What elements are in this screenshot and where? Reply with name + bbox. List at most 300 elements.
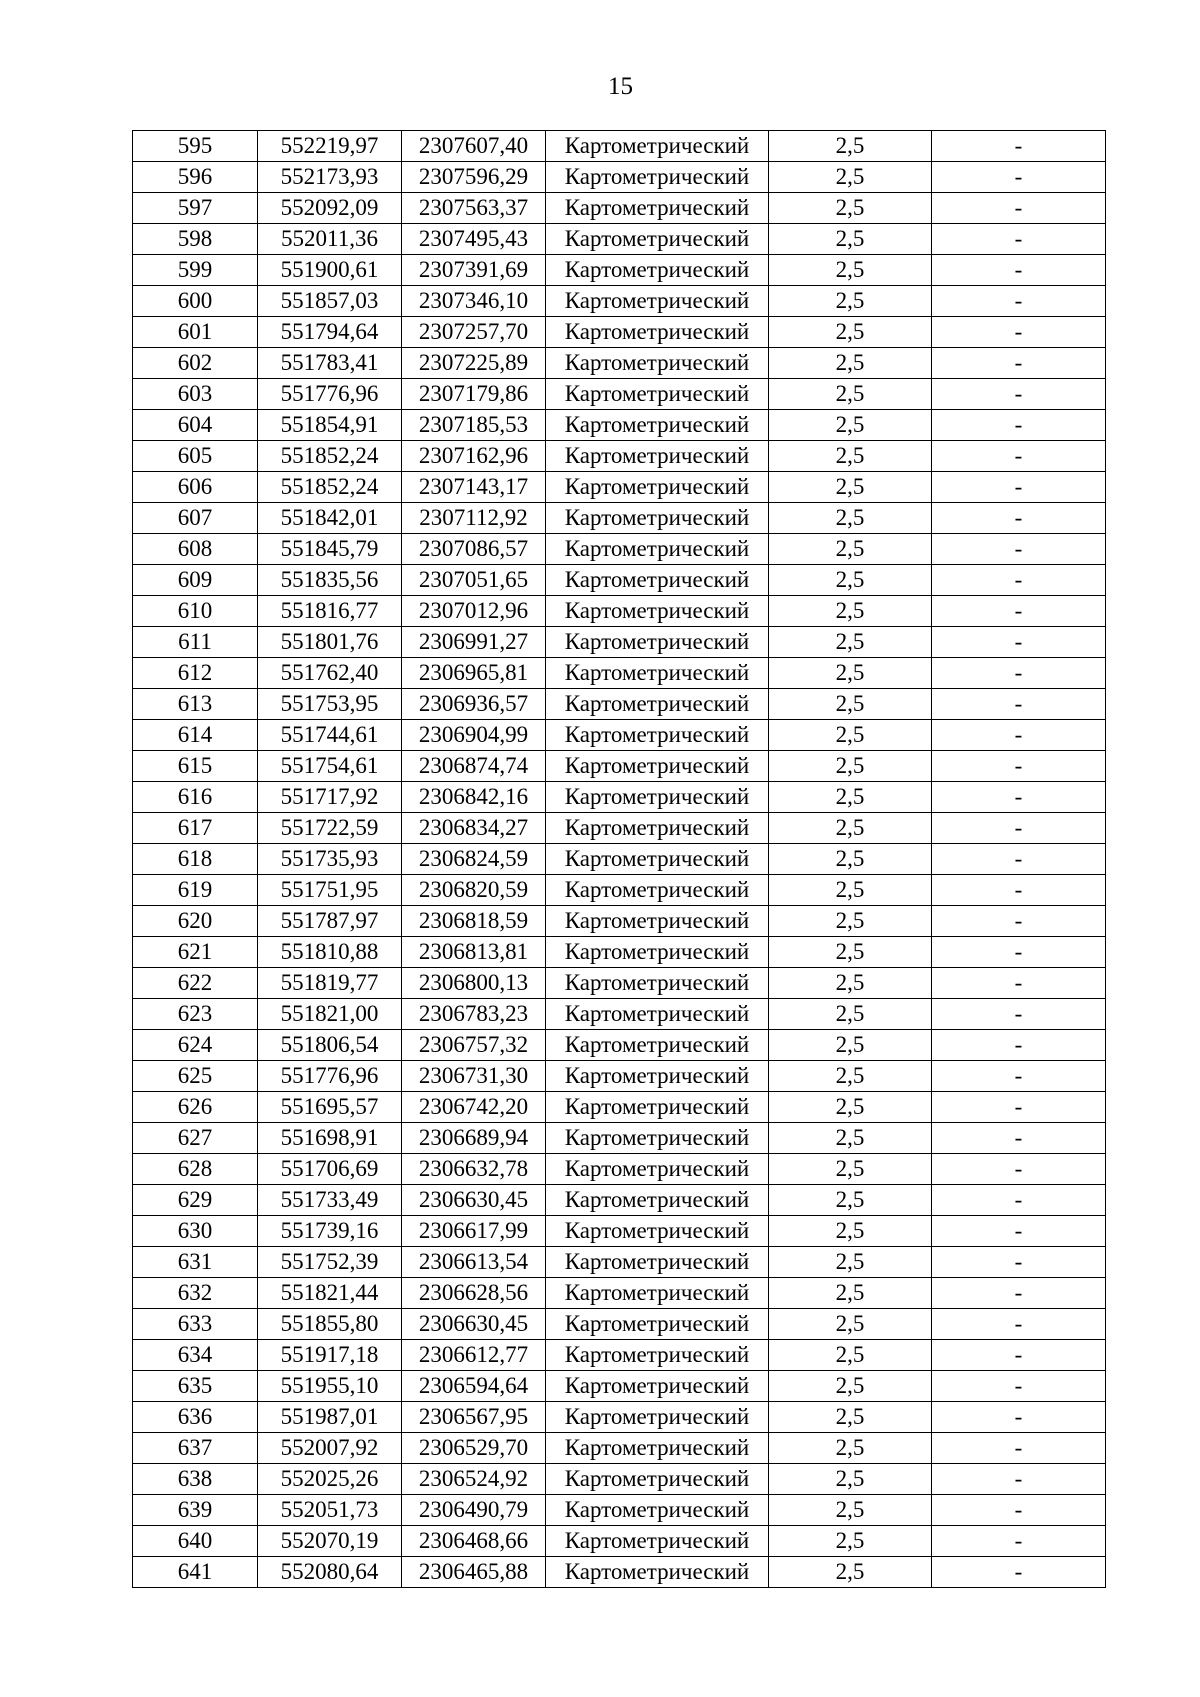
y-coordinate-cell: 2306490,79 — [402, 1495, 546, 1526]
accuracy-cell: 2,5 — [769, 224, 932, 255]
point-number-cell: 625 — [133, 1061, 258, 1092]
accuracy-cell: 2,5 — [769, 1433, 932, 1464]
point-number-cell: 634 — [133, 1340, 258, 1371]
method-cell: Картометрический — [546, 224, 769, 255]
x-coordinate-cell: 551794,64 — [258, 317, 402, 348]
method-cell: Картометрический — [546, 813, 769, 844]
point-number-cell: 609 — [133, 565, 258, 596]
point-number-cell: 624 — [133, 1030, 258, 1061]
table-row — [133, 1278, 1106, 1309]
table-row — [133, 720, 1106, 751]
y-coordinate-cell: 2306820,59 — [402, 875, 546, 906]
y-coordinate-cell: 2307225,89 — [402, 348, 546, 379]
method-cell: Картометрический — [546, 1216, 769, 1247]
table-row — [133, 348, 1106, 379]
note-cell: - — [932, 813, 1106, 844]
method-cell: Картометрический — [546, 1340, 769, 1371]
point-number-cell: 623 — [133, 999, 258, 1030]
point-number-cell: 635 — [133, 1371, 258, 1402]
method-cell: Картометрический — [546, 1185, 769, 1216]
method-cell: Картометрический — [546, 720, 769, 751]
method-cell: Картометрический — [546, 286, 769, 317]
accuracy-cell: 2,5 — [769, 813, 932, 844]
accuracy-cell: 2,5 — [769, 720, 932, 751]
table-row — [133, 999, 1106, 1030]
accuracy-cell: 2,5 — [769, 1371, 932, 1402]
point-number-cell: 632 — [133, 1278, 258, 1309]
x-coordinate-cell: 551751,95 — [258, 875, 402, 906]
accuracy-cell: 2,5 — [769, 1526, 932, 1557]
table-row — [133, 131, 1106, 162]
accuracy-cell: 2,5 — [769, 1154, 932, 1185]
y-coordinate-cell: 2306567,95 — [402, 1402, 546, 1433]
x-coordinate-cell: 551752,39 — [258, 1247, 402, 1278]
method-cell: Картометрический — [546, 1557, 769, 1588]
table-row — [133, 658, 1106, 689]
table-row — [133, 1154, 1106, 1185]
accuracy-cell: 2,5 — [769, 534, 932, 565]
point-number-cell: 605 — [133, 441, 258, 472]
accuracy-cell: 2,5 — [769, 1340, 932, 1371]
y-coordinate-cell: 2307257,70 — [402, 317, 546, 348]
note-cell: - — [932, 1557, 1106, 1588]
y-coordinate-cell: 2307143,17 — [402, 472, 546, 503]
method-cell: Картометрический — [546, 968, 769, 999]
y-coordinate-cell: 2306783,23 — [402, 999, 546, 1030]
point-number-cell: 601 — [133, 317, 258, 348]
accuracy-cell: 2,5 — [769, 441, 932, 472]
accuracy-cell: 2,5 — [769, 193, 932, 224]
x-coordinate-cell: 551955,10 — [258, 1371, 402, 1402]
accuracy-cell: 2,5 — [769, 751, 932, 782]
method-cell: Картометрический — [546, 937, 769, 968]
y-coordinate-cell: 2307179,86 — [402, 379, 546, 410]
accuracy-cell: 2,5 — [769, 1309, 932, 1340]
x-coordinate-cell: 551821,44 — [258, 1278, 402, 1309]
accuracy-cell: 2,5 — [769, 1030, 932, 1061]
method-cell: Картометрический — [546, 255, 769, 286]
point-number-cell: 600 — [133, 286, 258, 317]
x-coordinate-cell: 551762,40 — [258, 658, 402, 689]
y-coordinate-cell: 2306800,13 — [402, 968, 546, 999]
x-coordinate-cell: 551754,61 — [258, 751, 402, 782]
accuracy-cell: 2,5 — [769, 1092, 932, 1123]
x-coordinate-cell: 552092,09 — [258, 193, 402, 224]
table-row — [133, 1433, 1106, 1464]
x-coordinate-cell: 551695,57 — [258, 1092, 402, 1123]
point-number-cell: 637 — [133, 1433, 258, 1464]
coordinates-table — [132, 130, 1106, 1588]
accuracy-cell: 2,5 — [769, 689, 932, 720]
point-number-cell: 617 — [133, 813, 258, 844]
table-row — [133, 1464, 1106, 1495]
note-cell: - — [932, 1309, 1106, 1340]
y-coordinate-cell: 2307346,10 — [402, 286, 546, 317]
accuracy-cell: 2,5 — [769, 1557, 932, 1588]
x-coordinate-cell: 551776,96 — [258, 379, 402, 410]
point-number-cell: 606 — [133, 472, 258, 503]
note-cell: - — [932, 1278, 1106, 1309]
table-row — [133, 1092, 1106, 1123]
x-coordinate-cell: 551816,77 — [258, 596, 402, 627]
point-number-cell: 599 — [133, 255, 258, 286]
accuracy-cell: 2,5 — [769, 1247, 932, 1278]
method-cell: Картометрический — [546, 441, 769, 472]
accuracy-cell: 2,5 — [769, 348, 932, 379]
y-coordinate-cell: 2306613,54 — [402, 1247, 546, 1278]
table-row — [133, 317, 1106, 348]
x-coordinate-cell: 551917,18 — [258, 1340, 402, 1371]
x-coordinate-cell: 551722,59 — [258, 813, 402, 844]
point-number-cell: 621 — [133, 937, 258, 968]
point-number-cell: 616 — [133, 782, 258, 813]
note-cell: - — [932, 565, 1106, 596]
note-cell: - — [932, 1340, 1106, 1371]
y-coordinate-cell: 2307391,69 — [402, 255, 546, 286]
x-coordinate-cell: 552070,19 — [258, 1526, 402, 1557]
x-coordinate-cell: 551900,61 — [258, 255, 402, 286]
table-row — [133, 782, 1106, 813]
accuracy-cell: 2,5 — [769, 286, 932, 317]
y-coordinate-cell: 2307563,37 — [402, 193, 546, 224]
accuracy-cell: 2,5 — [769, 472, 932, 503]
y-coordinate-cell: 2306965,81 — [402, 658, 546, 689]
table-row — [133, 1247, 1106, 1278]
table-row — [133, 906, 1106, 937]
method-cell: Картометрический — [546, 1433, 769, 1464]
table-row — [133, 410, 1106, 441]
note-cell: - — [932, 999, 1106, 1030]
point-number-cell: 612 — [133, 658, 258, 689]
x-coordinate-cell: 551854,91 — [258, 410, 402, 441]
note-cell: - — [932, 1030, 1106, 1061]
x-coordinate-cell: 551819,77 — [258, 968, 402, 999]
x-coordinate-cell: 551698,91 — [258, 1123, 402, 1154]
accuracy-cell: 2,5 — [769, 503, 932, 534]
x-coordinate-cell: 551852,24 — [258, 472, 402, 503]
y-coordinate-cell: 2306757,32 — [402, 1030, 546, 1061]
y-coordinate-cell: 2307086,57 — [402, 534, 546, 565]
note-cell: - — [932, 1433, 1106, 1464]
note-cell: - — [932, 627, 1106, 658]
y-coordinate-cell: 2306904,99 — [402, 720, 546, 751]
y-coordinate-cell: 2306612,77 — [402, 1340, 546, 1371]
accuracy-cell: 2,5 — [769, 1216, 932, 1247]
table-row — [133, 503, 1106, 534]
point-number-cell: 611 — [133, 627, 258, 658]
note-cell: - — [932, 1402, 1106, 1433]
method-cell: Картометрический — [546, 906, 769, 937]
table-row — [133, 1216, 1106, 1247]
method-cell: Картометрический — [546, 782, 769, 813]
note-cell: - — [932, 782, 1106, 813]
note-cell: - — [932, 317, 1106, 348]
accuracy-cell: 2,5 — [769, 379, 932, 410]
point-number-cell: 608 — [133, 534, 258, 565]
method-cell: Картометрический — [546, 1154, 769, 1185]
note-cell: - — [932, 534, 1106, 565]
y-coordinate-cell: 2306524,92 — [402, 1464, 546, 1495]
note-cell: - — [932, 1371, 1106, 1402]
y-coordinate-cell: 2306594,64 — [402, 1371, 546, 1402]
x-coordinate-cell: 551852,24 — [258, 441, 402, 472]
accuracy-cell: 2,5 — [769, 1464, 932, 1495]
x-coordinate-cell: 552173,93 — [258, 162, 402, 193]
x-coordinate-cell: 551835,56 — [258, 565, 402, 596]
x-coordinate-cell: 551855,80 — [258, 1309, 402, 1340]
method-cell: Картометрический — [546, 472, 769, 503]
table-row — [133, 937, 1106, 968]
method-cell: Картометрический — [546, 875, 769, 906]
method-cell: Картометрический — [546, 410, 769, 441]
note-cell: - — [932, 286, 1106, 317]
accuracy-cell: 2,5 — [769, 1278, 932, 1309]
table-row — [133, 565, 1106, 596]
point-number-cell: 631 — [133, 1247, 258, 1278]
accuracy-cell: 2,5 — [769, 410, 932, 441]
point-number-cell: 595 — [133, 131, 258, 162]
method-cell: Картометрический — [546, 317, 769, 348]
table-row — [133, 193, 1106, 224]
table-row — [133, 844, 1106, 875]
y-coordinate-cell: 2306818,59 — [402, 906, 546, 937]
y-coordinate-cell: 2306874,74 — [402, 751, 546, 782]
accuracy-cell: 2,5 — [769, 906, 932, 937]
table-row — [133, 1030, 1106, 1061]
point-number-cell: 641 — [133, 1557, 258, 1588]
x-coordinate-cell: 551753,95 — [258, 689, 402, 720]
point-number-cell: 598 — [133, 224, 258, 255]
point-number-cell: 596 — [133, 162, 258, 193]
table-row — [133, 379, 1106, 410]
point-number-cell: 629 — [133, 1185, 258, 1216]
x-coordinate-cell: 552080,64 — [258, 1557, 402, 1588]
method-cell: Картометрический — [546, 1061, 769, 1092]
x-coordinate-cell: 552007,92 — [258, 1433, 402, 1464]
point-number-cell: 633 — [133, 1309, 258, 1340]
method-cell: Картометрический — [546, 1402, 769, 1433]
accuracy-cell: 2,5 — [769, 875, 932, 906]
table-row — [133, 1309, 1106, 1340]
table-row — [133, 1061, 1106, 1092]
accuracy-cell: 2,5 — [769, 131, 932, 162]
note-cell: - — [932, 162, 1106, 193]
x-coordinate-cell: 551706,69 — [258, 1154, 402, 1185]
x-coordinate-cell: 551806,54 — [258, 1030, 402, 1061]
note-cell: - — [932, 1216, 1106, 1247]
method-cell: Картометрический — [546, 162, 769, 193]
point-number-cell: 628 — [133, 1154, 258, 1185]
x-coordinate-cell: 552051,73 — [258, 1495, 402, 1526]
x-coordinate-cell: 551810,88 — [258, 937, 402, 968]
x-coordinate-cell: 551857,03 — [258, 286, 402, 317]
point-number-cell: 597 — [133, 193, 258, 224]
accuracy-cell: 2,5 — [769, 1402, 932, 1433]
method-cell: Картометрический — [546, 999, 769, 1030]
note-cell: - — [932, 1247, 1106, 1278]
note-cell: - — [932, 193, 1106, 224]
coordinates-table-body — [133, 131, 1106, 1588]
method-cell: Картометрический — [546, 689, 769, 720]
table-row — [133, 689, 1106, 720]
table-row — [133, 596, 1106, 627]
note-cell: - — [932, 1061, 1106, 1092]
method-cell: Картометрический — [546, 534, 769, 565]
table-row — [133, 441, 1106, 472]
y-coordinate-cell: 2307185,53 — [402, 410, 546, 441]
point-number-cell: 614 — [133, 720, 258, 751]
accuracy-cell: 2,5 — [769, 162, 932, 193]
accuracy-cell: 2,5 — [769, 317, 932, 348]
y-coordinate-cell: 2306529,70 — [402, 1433, 546, 1464]
y-coordinate-cell: 2306991,27 — [402, 627, 546, 658]
point-number-cell: 626 — [133, 1092, 258, 1123]
y-coordinate-cell: 2307051,65 — [402, 565, 546, 596]
table-row — [133, 1402, 1106, 1433]
note-cell: - — [932, 720, 1106, 751]
point-number-cell: 620 — [133, 906, 258, 937]
table-row — [133, 472, 1106, 503]
accuracy-cell: 2,5 — [769, 844, 932, 875]
x-coordinate-cell: 551717,92 — [258, 782, 402, 813]
y-coordinate-cell: 2306824,59 — [402, 844, 546, 875]
note-cell: - — [932, 1495, 1106, 1526]
method-cell: Картометрический — [546, 751, 769, 782]
table-row — [133, 286, 1106, 317]
y-coordinate-cell: 2307112,92 — [402, 503, 546, 534]
table-row — [133, 751, 1106, 782]
y-coordinate-cell: 2306813,81 — [402, 937, 546, 968]
point-number-cell: 640 — [133, 1526, 258, 1557]
note-cell: - — [932, 1464, 1106, 1495]
note-cell: - — [932, 875, 1106, 906]
page-number: 15 — [608, 73, 633, 100]
note-cell: - — [932, 844, 1106, 875]
method-cell: Картометрический — [546, 1123, 769, 1154]
y-coordinate-cell: 2307495,43 — [402, 224, 546, 255]
y-coordinate-cell: 2306632,78 — [402, 1154, 546, 1185]
note-cell: - — [932, 224, 1106, 255]
method-cell: Картометрический — [546, 844, 769, 875]
point-number-cell: 610 — [133, 596, 258, 627]
table-row — [133, 1123, 1106, 1154]
table-row — [133, 1495, 1106, 1526]
accuracy-cell: 2,5 — [769, 999, 932, 1030]
x-coordinate-cell: 551801,76 — [258, 627, 402, 658]
method-cell: Картометрический — [546, 1309, 769, 1340]
table-row — [133, 1185, 1106, 1216]
x-coordinate-cell: 551987,01 — [258, 1402, 402, 1433]
y-coordinate-cell: 2306628,56 — [402, 1278, 546, 1309]
x-coordinate-cell: 551776,96 — [258, 1061, 402, 1092]
note-cell: - — [932, 441, 1106, 472]
table-row — [133, 1557, 1106, 1588]
note-cell: - — [932, 1092, 1106, 1123]
y-coordinate-cell: 2306731,30 — [402, 1061, 546, 1092]
accuracy-cell: 2,5 — [769, 1185, 932, 1216]
point-number-cell: 618 — [133, 844, 258, 875]
note-cell: - — [932, 596, 1106, 627]
method-cell: Картометрический — [546, 565, 769, 596]
method-cell: Картометрический — [546, 1464, 769, 1495]
y-coordinate-cell: 2306617,99 — [402, 1216, 546, 1247]
accuracy-cell: 2,5 — [769, 658, 932, 689]
x-coordinate-cell: 551842,01 — [258, 503, 402, 534]
x-coordinate-cell: 552025,26 — [258, 1464, 402, 1495]
accuracy-cell: 2,5 — [769, 782, 932, 813]
note-cell: - — [932, 658, 1106, 689]
method-cell: Картометрический — [546, 1495, 769, 1526]
point-number-cell: 604 — [133, 410, 258, 441]
note-cell: - — [932, 751, 1106, 782]
note-cell: - — [932, 689, 1106, 720]
x-coordinate-cell: 551783,41 — [258, 348, 402, 379]
y-coordinate-cell: 2306630,45 — [402, 1309, 546, 1340]
note-cell: - — [932, 906, 1106, 937]
point-number-cell: 630 — [133, 1216, 258, 1247]
accuracy-cell: 2,5 — [769, 937, 932, 968]
point-number-cell: 607 — [133, 503, 258, 534]
method-cell: Картометрический — [546, 131, 769, 162]
point-number-cell: 603 — [133, 379, 258, 410]
method-cell: Картометрический — [546, 1371, 769, 1402]
method-cell: Картометрический — [546, 658, 769, 689]
point-number-cell: 627 — [133, 1123, 258, 1154]
accuracy-cell: 2,5 — [769, 596, 932, 627]
method-cell: Картометрический — [546, 596, 769, 627]
table-row — [133, 255, 1106, 286]
note-cell: - — [932, 410, 1106, 441]
note-cell: - — [932, 1123, 1106, 1154]
note-cell: - — [932, 1526, 1106, 1557]
y-coordinate-cell: 2307012,96 — [402, 596, 546, 627]
table-row — [133, 224, 1106, 255]
x-coordinate-cell: 551739,16 — [258, 1216, 402, 1247]
note-cell: - — [932, 255, 1106, 286]
table-row — [133, 875, 1106, 906]
point-number-cell: 636 — [133, 1402, 258, 1433]
note-cell: - — [932, 937, 1106, 968]
x-coordinate-cell: 551744,61 — [258, 720, 402, 751]
x-coordinate-cell: 552011,36 — [258, 224, 402, 255]
note-cell: - — [932, 131, 1106, 162]
method-cell: Картометрический — [546, 379, 769, 410]
x-coordinate-cell: 551787,97 — [258, 906, 402, 937]
y-coordinate-cell: 2306842,16 — [402, 782, 546, 813]
point-number-cell: 602 — [133, 348, 258, 379]
note-cell: - — [932, 348, 1106, 379]
point-number-cell: 638 — [133, 1464, 258, 1495]
accuracy-cell: 2,5 — [769, 1123, 932, 1154]
method-cell: Картометрический — [546, 348, 769, 379]
x-coordinate-cell: 551735,93 — [258, 844, 402, 875]
accuracy-cell: 2,5 — [769, 1061, 932, 1092]
x-coordinate-cell: 551733,49 — [258, 1185, 402, 1216]
note-cell: - — [932, 1185, 1106, 1216]
method-cell: Картометрический — [546, 193, 769, 224]
table-row — [133, 813, 1106, 844]
y-coordinate-cell: 2307607,40 — [402, 131, 546, 162]
x-coordinate-cell: 552219,97 — [258, 131, 402, 162]
table-row — [133, 534, 1106, 565]
note-cell: - — [932, 1154, 1106, 1185]
accuracy-cell: 2,5 — [769, 1495, 932, 1526]
method-cell: Картометрический — [546, 627, 769, 658]
accuracy-cell: 2,5 — [769, 968, 932, 999]
table-row — [133, 1371, 1106, 1402]
note-cell: - — [932, 379, 1106, 410]
y-coordinate-cell: 2306630,45 — [402, 1185, 546, 1216]
